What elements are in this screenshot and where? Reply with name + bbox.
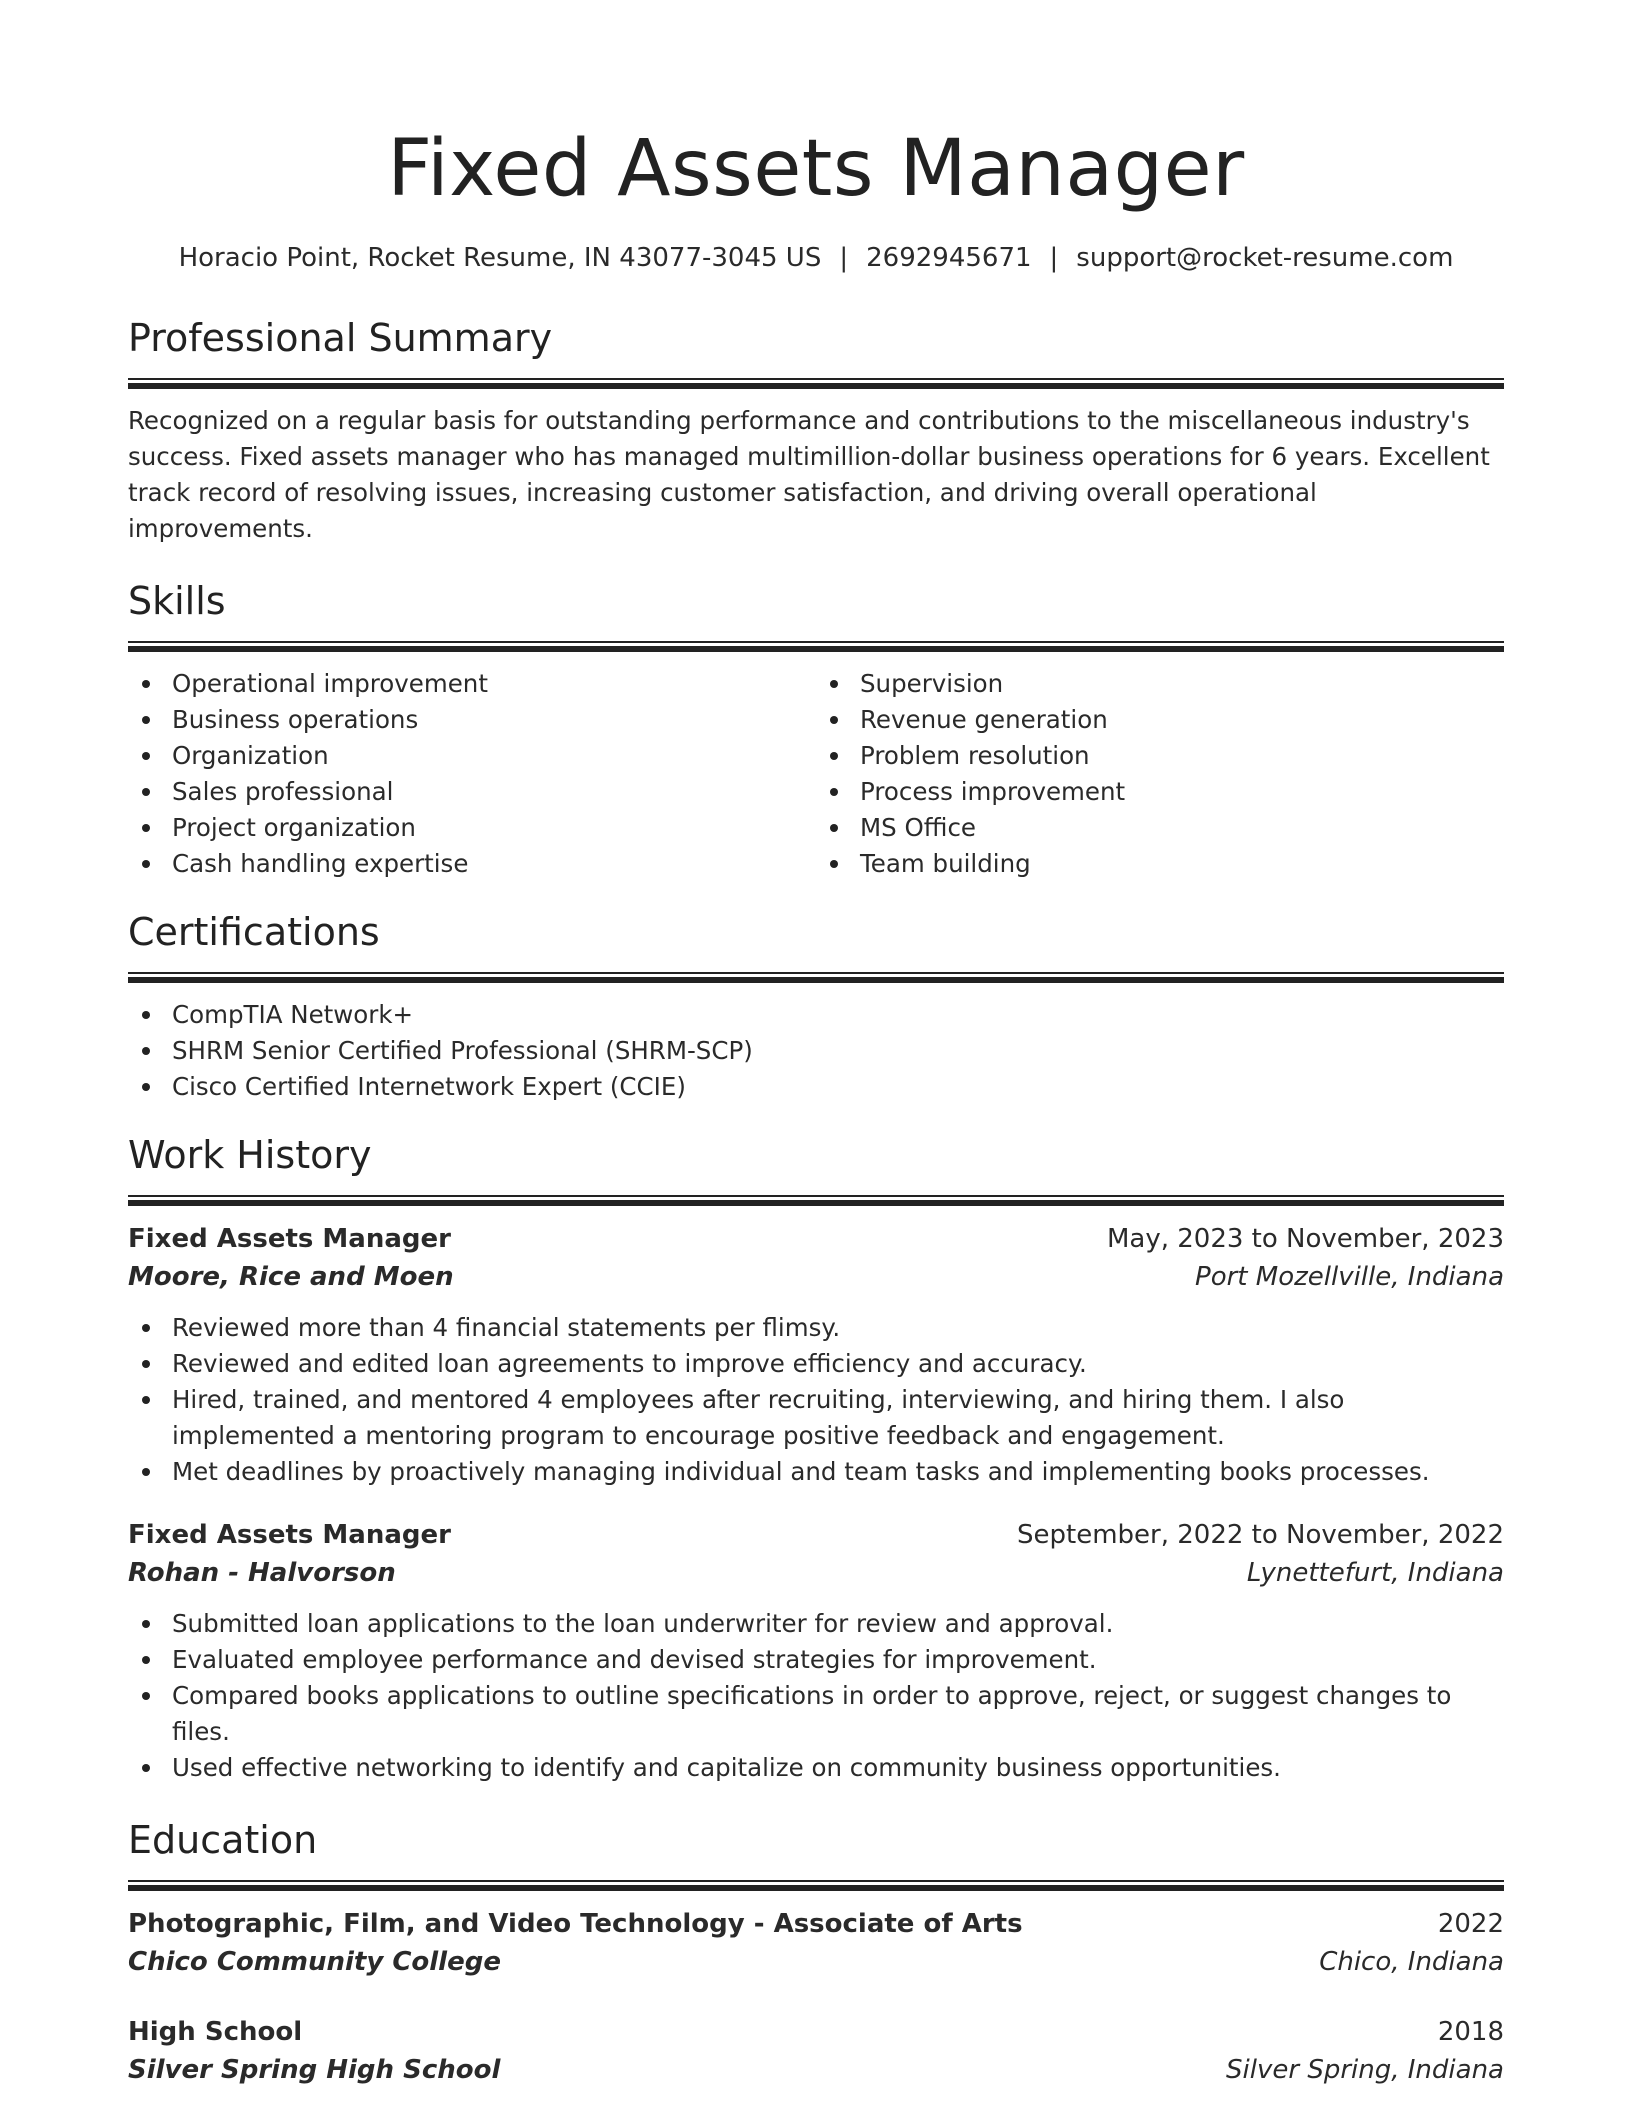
education-section — [128, 1816, 1504, 2089]
job-duty-item: Reviewed more than 4 financial statements per flimsy. — [128, 1310, 1504, 1346]
contact-line — [128, 240, 1504, 276]
section-divider — [128, 1880, 1504, 1891]
education-year: 2018 — [1437, 2017, 1504, 2047]
job-location: Port Mozellville, Indiana — [1195, 1262, 1504, 1292]
job-header-row — [128, 1516, 1504, 1554]
skill-item: Revenue generation — [816, 702, 1504, 738]
job-duty-item: Hired, trained, and mentored 4 employees after recruiting, interviewing, and hiring them. I also implemented a mentoring program to encourage positive feedback and engagement. — [128, 1382, 1504, 1454]
job-entry — [128, 1220, 1504, 1490]
certifications-list — [128, 997, 1504, 1105]
resume-name: Fixed Assets Manager — [387, 124, 1245, 214]
job-company: Rohan - Halvorson — [128, 1558, 396, 1588]
education-location: Chico, Indiana — [1319, 1947, 1504, 1977]
education-header-row — [128, 1905, 1504, 1943]
skill-item: Problem resolution — [816, 738, 1504, 774]
skills-section — [128, 577, 1504, 882]
job-title: Fixed Assets Manager — [128, 1224, 451, 1254]
job-company: Moore, Rice and Moen — [128, 1262, 454, 1292]
education-school-row — [128, 2051, 1504, 2089]
skill-item: Operational improvement — [128, 666, 816, 702]
certification-item: CompTIA Network+ — [128, 997, 1504, 1033]
job-duty-item: Submitted loan applications to the loan underwriter for review and approval. — [128, 1606, 1504, 1642]
education-year: 2022 — [1437, 1909, 1504, 1939]
education-heading: Education — [128, 1818, 318, 1862]
skill-item: Project organization — [128, 810, 816, 846]
education-entry — [128, 2013, 1504, 2089]
section-divider — [128, 641, 1504, 652]
skill-item: Team building — [816, 846, 1504, 882]
job-dates: May, 2023 to November, 2023 — [1106, 1224, 1504, 1254]
skills-grid — [128, 652, 1504, 882]
education-entry — [128, 1905, 1504, 1981]
skills-left-list — [128, 666, 816, 882]
contact-separator: | — [839, 243, 849, 273]
job-duty-item: Met deadlines by proactively managing individual and team tasks and implementing books processes. — [128, 1454, 1504, 1490]
skills-heading: Skills — [128, 579, 226, 623]
education-location: Silver Spring, Indiana — [1226, 2055, 1504, 2085]
education-school-row — [128, 1943, 1504, 1981]
job-header-row — [128, 1220, 1504, 1258]
job-entry — [128, 1516, 1504, 1786]
certifications-section — [128, 908, 1504, 1105]
skill-item: Business operations — [128, 702, 816, 738]
job-duty-item: Used effective networking to identify and capitalize on community business opportunities. — [128, 1750, 1504, 1786]
education-header-row — [128, 2013, 1504, 2051]
certifications-heading: Certifications — [128, 910, 380, 954]
job-duty-item: Evaluated employee performance and devised strategies for improvement. — [128, 1642, 1504, 1678]
section-divider — [128, 1195, 1504, 1206]
skill-item: Sales professional — [128, 774, 816, 810]
skill-item: Organization — [128, 738, 816, 774]
education-school: Silver Spring High School — [128, 2055, 501, 2085]
job-title: Fixed Assets Manager — [128, 1520, 451, 1550]
skill-item: Supervision — [816, 666, 1504, 702]
contact-separator: | — [1049, 243, 1059, 273]
contact-address: Horacio Point, Rocket Resume, IN 43077-3045 US — [178, 243, 822, 273]
contact-email: support@rocket-resume.com — [1076, 243, 1454, 273]
skill-item: Process improvement — [816, 774, 1504, 810]
job-location: Lynettefurt, Indiana — [1246, 1558, 1504, 1588]
job-duties-list — [128, 1606, 1504, 1786]
work-history-heading: Work History — [128, 1133, 372, 1177]
skills-right-list — [816, 666, 1504, 882]
education-degree: Photographic, Film, and Video Technology - Associate of Arts — [128, 1909, 1023, 1939]
summary-text: Recognized on a regular basis for outstanding performance and contributions to the miscellaneous industry's success. Fixed assets manager who has managed multimillion-dollar business operations for 6 years. Excellent track record of resolving issues, increasing customer satisfaction, and driving overall operational improvements. — [128, 406, 1490, 543]
skill-item: Cash handling expertise — [128, 846, 816, 882]
skill-item: MS Office — [816, 810, 1504, 846]
job-duty-item: Compared books applications to outline specifications in order to approve, reject, or suggest changes to files. — [128, 1678, 1504, 1750]
education-degree: High School — [128, 2017, 303, 2047]
job-company-row — [128, 1554, 1504, 1592]
summary-section — [128, 314, 1504, 547]
contact-phone: 2692945671 — [866, 243, 1032, 273]
summary-heading: Professional Summary — [128, 316, 553, 360]
section-divider — [128, 378, 1504, 389]
job-dates: September, 2022 to November, 2022 — [1017, 1520, 1504, 1550]
job-duty-item: Reviewed and edited loan agreements to improve efficiency and accuracy. — [128, 1346, 1504, 1382]
job-company-row — [128, 1258, 1504, 1296]
certification-item: SHRM Senior Certified Professional (SHRM-SCP) — [128, 1033, 1504, 1069]
certification-item: Cisco Certified Internetwork Expert (CCIE) — [128, 1069, 1504, 1105]
work-history-section — [128, 1131, 1504, 1786]
section-divider — [128, 972, 1504, 983]
education-school: Chico Community College — [128, 1947, 501, 1977]
job-duties-list — [128, 1310, 1504, 1490]
